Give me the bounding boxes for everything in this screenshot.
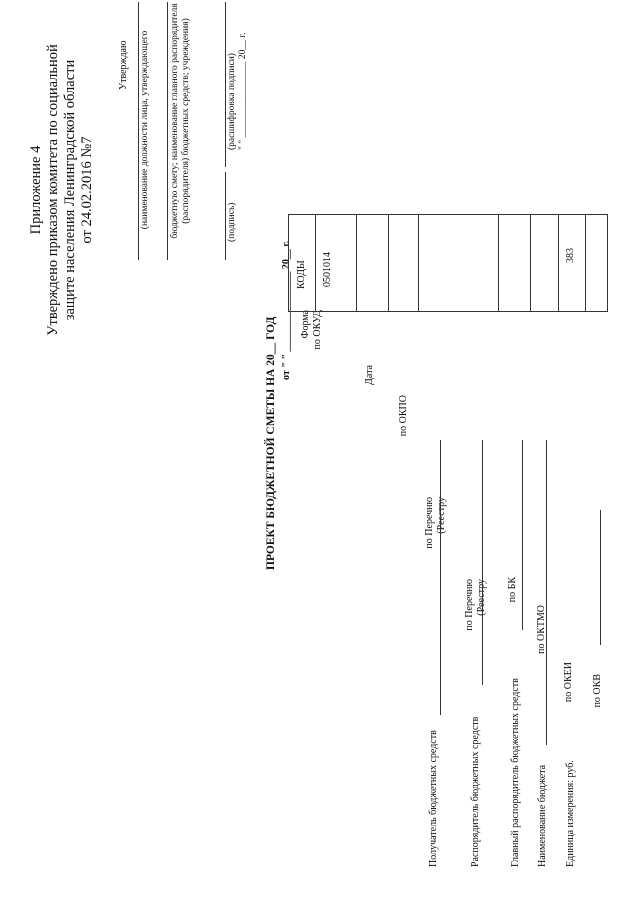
decoding-caption: (расшифровка подписи) [227,53,237,150]
signature-caption: (подпись) [227,202,237,242]
field-budget-name: Наименование бюджета [537,764,548,867]
document-date: от " " ________________ 20__ г. [281,240,292,380]
code-label-bk: по БК [507,577,518,603]
code-label-okei: по ОКЕИ [563,662,574,703]
codes-table [288,214,608,312]
document-title: ПРОЕКТ БЮДЖЕТНОЙ СМЕТЫ НА 20__ ГОД [265,316,277,570]
header-approved-line: Утверждено приказом комитета по социальной [45,44,61,336]
codes-row-divider-5 [530,214,531,312]
field-unit: Единица измерения: руб. [565,760,576,867]
field-recipient-line[interactable] [440,440,441,715]
header-committee-line: защите населения Ленинградской области [62,59,78,321]
field-chief-manager: Главный распорядитель бюджетных средств [510,678,521,867]
approver-caption-2: бюджетную смету; наименование главного распорядителя (распорядителя) бюджетных средств; учреждения) [170,3,191,239]
decoding-line [225,2,226,167]
codes-row-divider-7 [585,214,586,312]
code-label-date: Дата [364,365,375,385]
approval-date: " " ________________ 20__ г. [238,32,248,150]
code-label-registry-2: по Перечню (Реестру [464,579,487,631]
field-unit-line [600,510,601,645]
code-label-registry-1: по Перечню (Реестру [424,497,447,549]
codes-row-divider-2 [388,214,389,312]
codes-row-divider-1 [356,214,357,312]
field-chief-manager-line[interactable] [522,440,523,630]
field-budget-name-line[interactable] [546,440,547,745]
codes-header: КОДЫ [296,260,307,289]
approver-line-1 [138,2,139,260]
code-label-oktmo: по ОКТМО [536,605,547,654]
field-manager-line[interactable] [482,440,483,685]
codes-row-divider-6 [558,214,559,312]
code-value-okud[interactable]: 0501014 [322,252,333,287]
approve-label: Утверждаю [118,40,129,90]
code-label-okud: Форма по ОКУД [300,310,323,350]
field-manager: Распорядитель бюджетных средств [470,716,481,867]
codes-header-divider [315,214,316,312]
header-date-number: от 24.02.2016 №7 [79,136,95,244]
signature-line [225,172,226,260]
header-appendix: Приложение 4 [28,145,44,235]
approver-caption-1: (наименование должности лица, утверждающего [140,30,150,230]
code-label-okv: по ОКВ [592,674,603,708]
code-value-okei[interactable]: 383 [565,248,576,263]
codes-row-divider-4 [498,214,499,312]
field-recipient: Получатель бюджетных средств [428,730,439,867]
approver-line-2 [167,2,168,260]
codes-row-divider-3 [418,214,419,312]
code-label-okpo: по ОКПО [398,395,409,437]
